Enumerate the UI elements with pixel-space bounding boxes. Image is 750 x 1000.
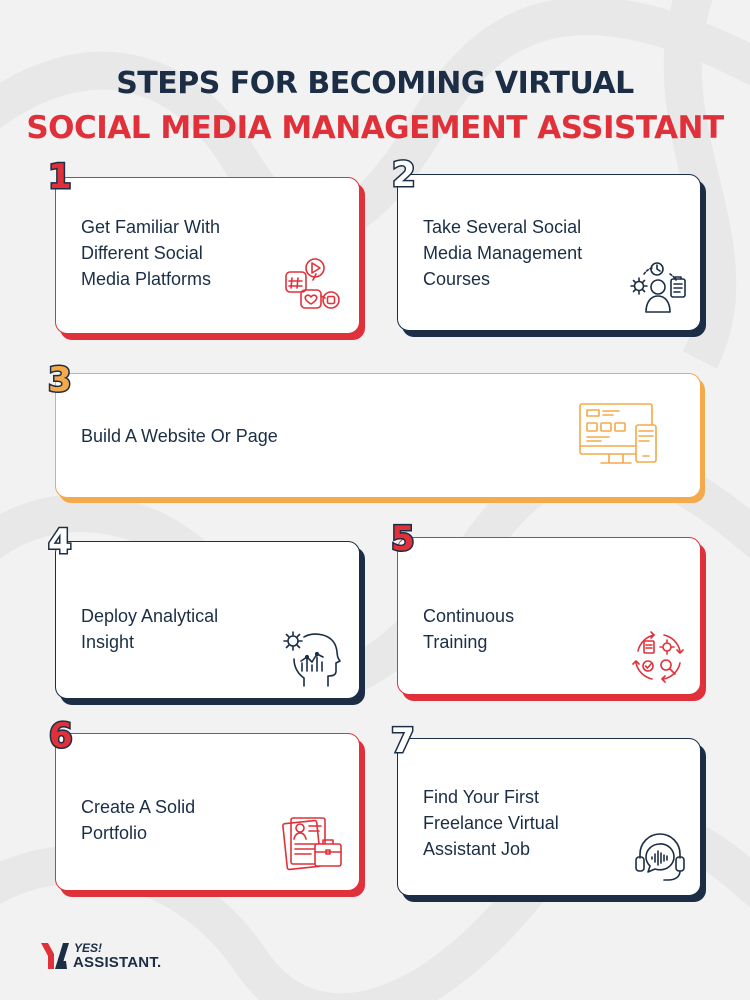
- step-2-text: Take Several Social Media Management Courses: [423, 217, 583, 289]
- step-card-4: [55, 541, 360, 699]
- page-title-line-2: SOCIAL MEDIA MANAGEMENT ASSISTANT: [26, 110, 724, 146]
- headset-icon: [634, 830, 686, 882]
- step-number-3: 3: [48, 360, 72, 400]
- step-4-text: Deploy Analytical Insight: [81, 606, 219, 652]
- step-5-text: Continuous Training: [423, 606, 515, 652]
- step-number-1: 1: [48, 157, 72, 197]
- step-3-text: Build A Website Or Page: [81, 426, 278, 446]
- management-course-icon: [630, 260, 690, 314]
- page-title-line-1: STEPS FOR BECOMING VIRTUAL: [116, 66, 634, 101]
- step-number-5: 5: [391, 519, 415, 559]
- step-number-6: 6: [49, 716, 73, 756]
- logo-assistant-text: ASSISTANT.: [73, 954, 162, 971]
- portfolio-icon: [281, 814, 345, 872]
- step-card-5: [397, 537, 701, 695]
- step-7-text: Find Your First Freelance Virtual Assistant Job: [423, 787, 559, 859]
- ya-logo-mark: [40, 942, 72, 970]
- step-card-3: [55, 373, 701, 498]
- step-number-7: 7: [391, 721, 415, 761]
- step-number-4: 4: [48, 522, 72, 562]
- logo-yes-text: YES!: [74, 941, 103, 955]
- step-number-2: 2: [392, 155, 416, 195]
- website-icon: [577, 401, 663, 467]
- step-card-6: [55, 733, 360, 891]
- analytics-head-icon: [282, 629, 344, 689]
- social-media-icon: [283, 256, 343, 314]
- step-card-1: [55, 177, 360, 334]
- step-6-text: Create A Solid Portfolio: [81, 797, 196, 843]
- step-1-text: Get Familiar With Different Social Media Platforms: [81, 217, 221, 289]
- training-cycle-icon: [630, 629, 686, 685]
- step-card-2: [397, 174, 701, 331]
- step-card-7: [397, 738, 701, 896]
